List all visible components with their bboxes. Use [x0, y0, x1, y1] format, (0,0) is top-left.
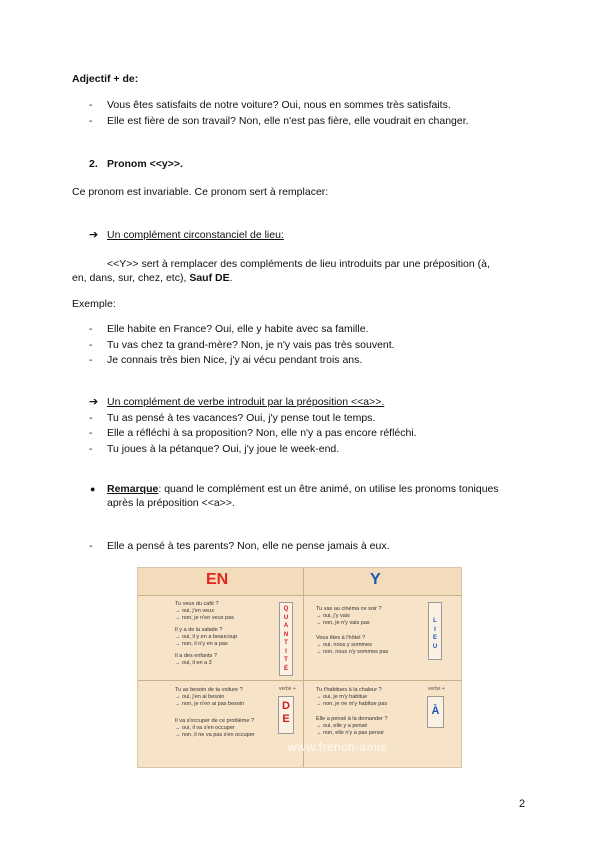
a-tag: verbe + — [428, 686, 445, 692]
dash: - — [89, 339, 93, 351]
quantite-label: Q U A N T I T É — [283, 606, 289, 672]
list-item: Tu joues à la pétanque? Oui, j'y joue le week-end. — [107, 443, 340, 455]
dash: - — [89, 443, 93, 455]
dash: - — [89, 99, 93, 111]
de-tag: verbe + — [279, 686, 296, 692]
a-box — [427, 696, 444, 728]
remarque-line-2: après la préposition <<a>>. — [107, 497, 235, 509]
list-item: Je connais très bien Nice, j'y ai vécu pendant trois ans. — [107, 354, 363, 366]
lieu-title: Un complément circonstanciel de lieu: — [107, 229, 284, 241]
list-item: Elle a pensé à tes parents? Non, elle ne pense jamais à eux. — [107, 540, 390, 552]
dash: - — [89, 412, 93, 424]
section-number: 2. — [89, 158, 98, 170]
a-label: À — [431, 705, 440, 717]
de-box — [278, 696, 294, 734]
dash: - — [89, 354, 93, 366]
en-title: EN — [206, 571, 229, 588]
lieu-description-2: en, dans, sur, chez, etc), Sauf DE. — [72, 272, 233, 284]
y-a-text: Tu t'habitues à la chaleur ? → oui, je m'y habitue → non, je ne m'y habitue pas Elle a pensé à la demander ? → oui, elle y a pensé → non, elle n'y a pas pensé — [316, 687, 388, 736]
y-title: Y — [370, 571, 381, 588]
dash: - — [89, 427, 93, 439]
lieu-label: L I E U — [432, 618, 438, 650]
list-item: Elle a réfléchi à sa proposition? Non, elle n'y a pas encore réfléchi. — [107, 427, 417, 439]
list-item: Vous êtes satisfaits de notre voiture? Oui, nous en sommes très satisfaits. — [107, 99, 451, 111]
verbe-title: Un complément de verbe introduit par la préposition <<a>>. — [107, 396, 385, 408]
quantite-box — [279, 602, 293, 676]
lieu-description-1: <<Y>> sert à remplacer des compléments de lieu introduits par une préposition (à, — [107, 258, 490, 270]
en-y-summary-figure — [137, 567, 462, 768]
list-item: Tu as pensé à tes vacances? Oui, j'y pense tout le temps. — [107, 412, 376, 424]
watermark: www.french-amis — [288, 740, 387, 754]
y-lieu-text: Tu vas au cinéma ce soir ? → oui, j'y vais → non, je n'y vais pas Vous êtes à l'hôtel ? → oui, nous y sommes → non, nous n'y sommes pas — [316, 606, 389, 655]
divider — [303, 568, 304, 767]
intro-text: Ce pronom est invariable. Ce pronom sert à remplacer: — [72, 186, 329, 198]
list-item: Elle habite en France? Oui, elle y habite avec sa famille. — [107, 323, 369, 335]
list-item: Elle est fière de son travail? Non, elle n'est pas fière, elle voudrait en changer. — [107, 115, 469, 127]
arrow-icon: ➔ — [89, 229, 99, 241]
en-de-text: Tu as besoin de ta voiture ? → oui, j'en ai besoin → non, je n'en ai pas besoin Il va s'occuper de ce problème ? → oui, il va s'en occuper → non, il ne va pas s'en occuper — [175, 687, 255, 738]
page-number: 2 — [519, 798, 526, 810]
dash: - — [89, 540, 93, 552]
section-title: Pronom <<y>>. — [107, 158, 183, 170]
en-quantite-text: Tu veux du café ? → oui, j'en veux → non, je n'en veux pas Il y a de la salade ? → oui, il y en a beaucoup → non, il n'y en a pas Il a des enfants ? → oui, il en a 3 — [175, 601, 238, 666]
dash: - — [89, 115, 93, 127]
divider — [138, 680, 461, 681]
arrow-icon: ➔ — [89, 396, 99, 408]
exemple-label: Exemple: — [72, 298, 116, 310]
heading-adjectif-de: Adjectif + de: — [72, 73, 139, 85]
y-header — [304, 568, 461, 596]
lieu-box — [428, 602, 442, 660]
list-item: Tu vas chez ta grand-mère? Non, je n'y vais pas très souvent. — [107, 339, 395, 351]
dash: - — [89, 323, 93, 335]
de-label: D E — [282, 700, 290, 725]
remarque-line-1: Remarque: quand le complément est un être animé, on utilise les pronoms toniques — [107, 483, 499, 495]
bullet-icon: ● — [90, 484, 96, 494]
